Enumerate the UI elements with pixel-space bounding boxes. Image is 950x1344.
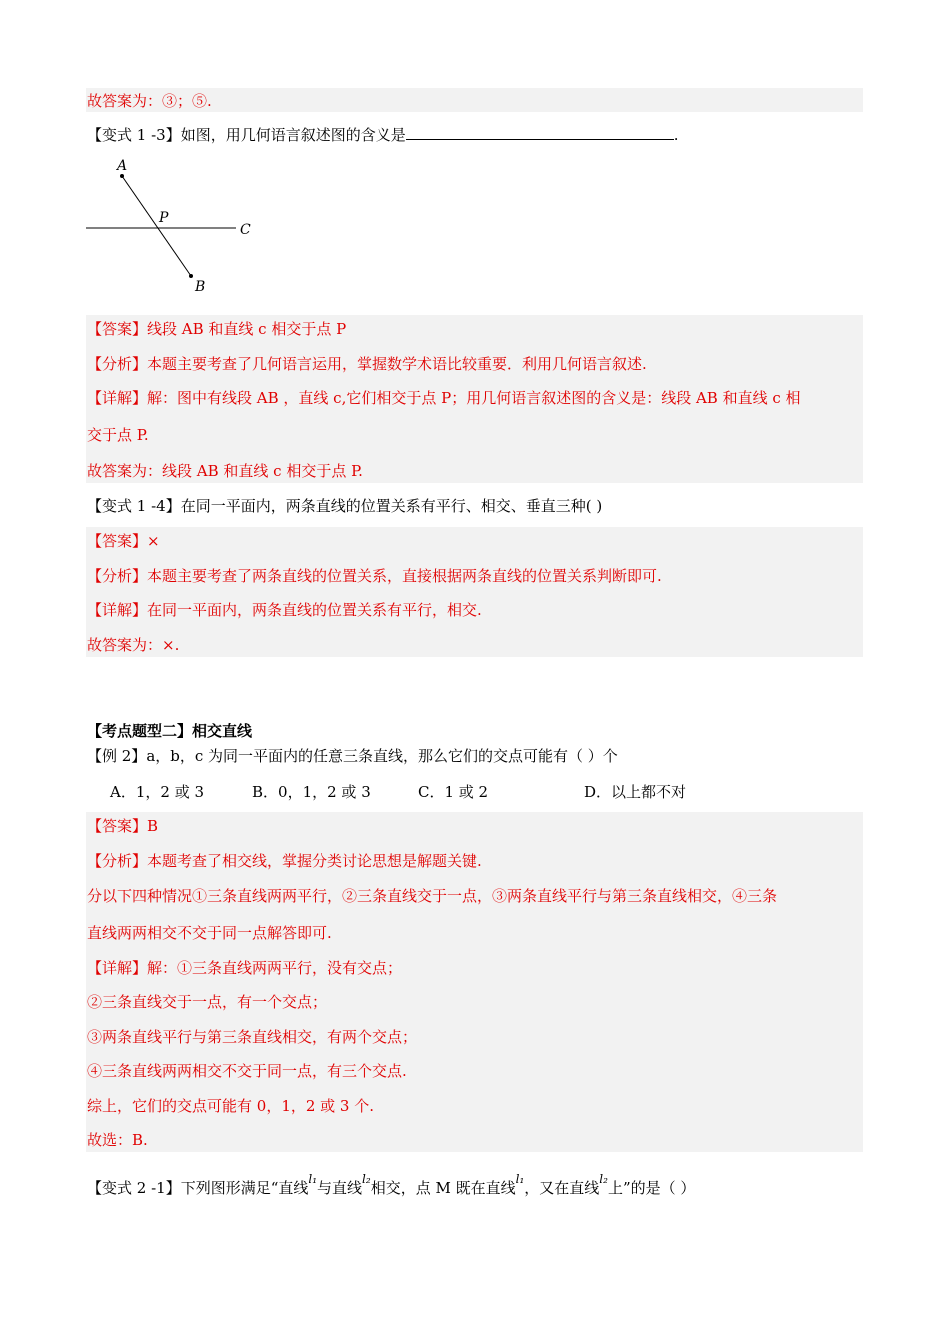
analysis-v14: 【分析】本题主要考查了两条直线的位置关系，直接根据两条直线的位置关系判断即可. xyxy=(87,567,662,585)
label-p: P xyxy=(159,210,169,226)
conclusion-v14: 故答案为：×. xyxy=(87,636,180,654)
prev-conclusion: 故答案为：③；⑤. xyxy=(87,92,212,110)
answer-v14: 【答案】× xyxy=(87,532,160,550)
answer-box xyxy=(86,527,863,657)
detail-v13: 【详解】解：图中有线段 AB ，直线 c,它们相交于点 P；用几何语言叙述图的含义是：线段 AB 和直线 c 相 xyxy=(87,389,801,407)
question-v14: 【变式 1 -4】在同一平面内，两条直线的位置关系有平行、相交、垂直三种( ) xyxy=(87,497,603,515)
option-b[interactable]: B．0，1，2 或 3 xyxy=(252,783,371,801)
analysis-v13: 【分析】本题主要考查了几何语言运用，掌握数学术语比较重要．利用几何语言叙述. xyxy=(87,355,647,373)
detail-v14: 【详解】在同一平面内，两条直线的位置关系有平行，相交. xyxy=(87,601,482,619)
point-b xyxy=(189,274,193,278)
conclusion-ex2: 故选：B. xyxy=(87,1131,148,1149)
label-c: C xyxy=(240,222,251,238)
detail-ex2-3: ③两条直线平行与第三条直线相交，有两个交点； xyxy=(87,1028,418,1046)
detail-v13-cont: 交于点 P. xyxy=(87,426,149,444)
point-a xyxy=(120,174,124,178)
geometry-figure xyxy=(84,155,264,300)
analysis-ex2: 【分析】本题考查了相交线，掌握分类讨论思想是解题关键. xyxy=(87,852,482,870)
label-a: A xyxy=(117,158,128,174)
detail-ex2-5: 综上，它们的交点可能有 0，1，2 或 3 个. xyxy=(87,1097,375,1115)
conclusion-v13: 故答案为：线段 AB 和直线 c 相交于点 P. xyxy=(87,462,363,480)
analysis-ex2-3: 直线两两相交不交于同一点解答即可. xyxy=(87,924,332,942)
question-v13: 【变式 1 -3】如图，用几何语言叙述图的含义是 . xyxy=(87,126,679,144)
analysis-ex2-2: 分以下四种情况①三条直线两两平行，②三条直线交于一点，③两条直线平行与第三条直线相交，④三条 xyxy=(87,887,778,905)
answer-ex2: 【答案】B xyxy=(87,817,159,835)
answer-blank[interactable] xyxy=(406,125,674,140)
label-b: B xyxy=(195,279,206,295)
detail-ex2-4: ④三条直线两两相交不交于同一点，有三个交点. xyxy=(87,1062,407,1080)
option-d[interactable]: D．以上都不对 xyxy=(584,783,687,801)
detail-ex2: 【详解】解：①三条直线两两平行，没有交点； xyxy=(87,959,403,977)
question-v21: 【变式 2 -1】下列图形满足“直线$^{l_1}$与直线$^{l_2}$相交，点 M 既在直线$^{l_1}$，又在直线$^{l_2}$上”的是（ ） xyxy=(87,1172,696,1197)
detail-ex2-2: ②三条直线交于一点，有一个交点； xyxy=(87,993,328,1011)
option-a[interactable]: A．1，2 或 3 xyxy=(110,783,204,801)
section-heading: 【考点题型二】相交直线 xyxy=(87,722,253,740)
option-c[interactable]: C．1 或 2 xyxy=(418,783,489,801)
answer-v13: 【答案】线段 AB 和直线 c 相交于点 P xyxy=(87,320,347,338)
question-ex2: 【例 2】a，b，c 为同一平面内的任意三条直线，那么它们的交点可能有（ ）个 xyxy=(87,747,618,765)
